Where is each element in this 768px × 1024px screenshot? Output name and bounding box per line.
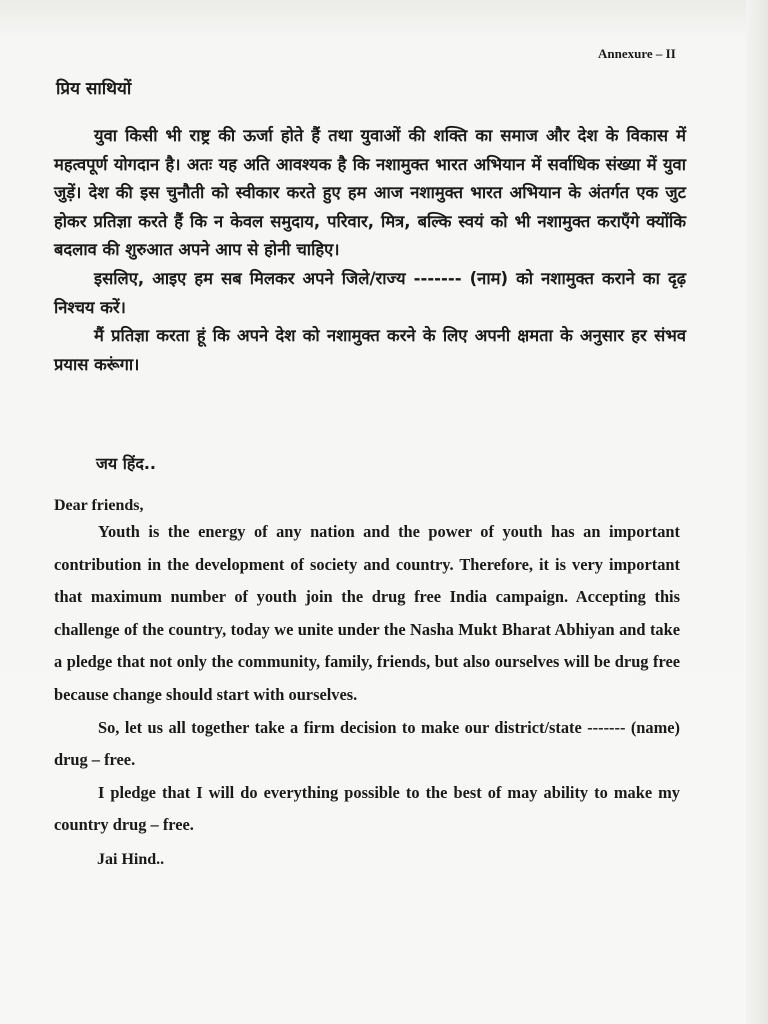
page-edge-shadow (746, 0, 768, 1024)
hindi-greeting: प्रिय साथियों (56, 79, 132, 99)
english-closing: Jai Hind.. (97, 851, 165, 868)
english-paragraph-3: I pledge that I will do everything possible to the best of may ability to make my country drug – free. (54, 782, 680, 835)
english-body (54, 516, 680, 842)
hindi-paragraph-3: मैं प्रतिज्ञा करता हूं कि अपने देश को नशामुक्त करने के लिए अपनी क्षमता के अनुसार हर संभव प्रयास करूंगा। (54, 326, 686, 374)
hindi-paragraph-1: युवा किसी भी राष्ट्र की ऊर्जा होते हैं तथा युवाओं की शक्ति का समाज और देश के विकास में महत्वपूर्ण योगदान है। अतः यह अति आवश्यक है कि नशामुक्त भारत अभियान में सर्वाधिक संख्या में युवा जुड़ें। देश की इस चुनौती को स्वीकार करते हुए हम आज नशामुक्त भारत अभियान के अंतर्गत एक जुट होकर प्रतिज्ञा करते हैं कि न केवल समुदाय, परिवार, मित्र, बल्कि स्वयं को भी नशामुक्त कराएँगे क्योंकि बदलाव की शुरुआत अपने आप से होनी चाहिए। (54, 126, 686, 260)
hindi-body (54, 122, 686, 379)
hindi-closing: जय हिंद.. (96, 454, 157, 473)
hindi-paragraph-2: इसलिए, आइए हम सब मिलकर अपने जिले/राज्य ------- (नाम) को नशामुक्त कराने का दृढ़ निश्चय करें। (54, 268, 686, 317)
english-greeting: Dear friends, (54, 497, 144, 514)
english-paragraph-2: So, let us all together take a firm decision to make our district/state ------- (name) drug – free. (54, 717, 680, 770)
annexure-label: Annexure – II (598, 46, 676, 61)
english-paragraph-1: Youth is the energy of any nation and the power of youth has an important contribution in the development of society and country. Therefore, it is very important that maximum number of youth join the drug free India campaign. Accepting this challenge of the country, today we unite under the Nasha Mukt Bharat Abhiyan and take a pledge that not only the community, family, friends, but also ourselves will be drug free because change should start with ourselves. (54, 522, 680, 704)
